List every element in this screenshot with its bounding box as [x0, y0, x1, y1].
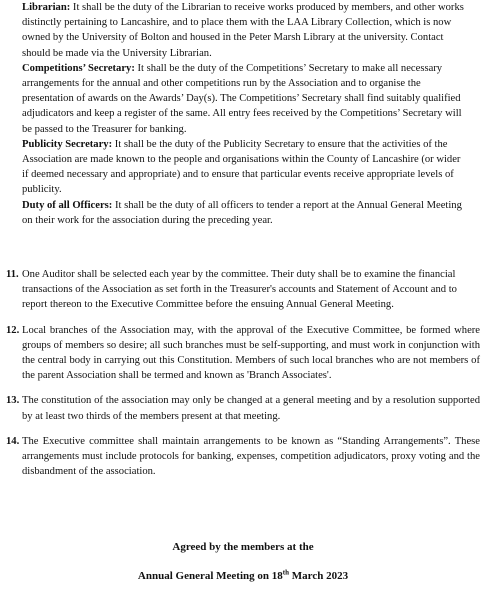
agreed-date-suffix: March 2023 — [289, 570, 349, 582]
clause-text: The Executive committee shall maintain arrangements to be known as “Standing Arrangements”. These arrangements must include protocols for banking, expenses, competition adjudicators, proxy voting and the disbandment of the association. — [22, 435, 480, 478]
agreed-date-prefix: Annual General Meeting on 18 — [137, 570, 283, 582]
clause-14 — [6, 434, 480, 480]
clause-text: The constitution of the association may only be changed at a general meeting and by a resolution supported by at least two thirds of the members present at that meeting. — [22, 395, 480, 422]
clause-number: 14. — [6, 435, 20, 447]
ordinal-suffix: th — [282, 568, 289, 577]
clause-11 — [6, 267, 480, 313]
duty-publicity-secretary — [22, 137, 468, 198]
duty-librarian — [22, 0, 468, 61]
clause-number: 12. — [6, 324, 20, 336]
agreed-line-1: Agreed by the members at the — [172, 541, 314, 553]
duty-title: Competitions’ Secretary: — [22, 62, 135, 74]
duty-text: It shall be the duty of the Competitions’ Secretary to make all necessary arrangements for the annual and other competitions run by the Association and to organise the presentation of awards on the Awards’ Day(s). The Competitions’ Secretary shall find suitably qualified adjudicators and keep a register of the same. All entry fees received by the Competitions’ Secretary will be passed to the Treasurer for banking. — [22, 62, 462, 135]
duty-text: It shall be the duty of the Librarian to receive works produced by members, and other works distinctly pertaining to Lancashire, and to place them with the LAA Library Collection, which is now owned by the University of Bolton and housed in the Peter Marsh Library at the university. Contact should be made via the University Librarian. — [22, 2, 464, 59]
duty-competitions-secretary — [22, 61, 468, 137]
duty-all-officers — [22, 198, 468, 228]
agreed-line-2 — [0, 569, 486, 584]
numbered-clauses — [6, 267, 480, 489]
duty-title: Duty of all Officers: — [22, 199, 113, 211]
officer-duties-section — [22, 0, 468, 228]
duty-title: Publicity Secretary: — [22, 138, 113, 150]
duty-text: It shall be the duty of all officers to tender a report at the Annual General Meeting on their work for the association during the preceding year. — [22, 199, 462, 226]
duty-title: Librarian: — [22, 2, 71, 13]
clause-13 — [6, 393, 480, 423]
clause-number: 13. — [6, 395, 20, 407]
duty-text: It shall be the duty of the Publicity Secretary to ensure that the activities of the Association are made known to the people and organisations within the County of Lancashire (or wider if deemed necessary and appropriate) and to ensure that particular events receive appropriate levels of publicity. — [22, 138, 461, 196]
clause-text: One Auditor shall be selected each year by the committee. Their duty shall be to examine the financial transactions of the Association as set forth in the Treasurer's accounts and Statement of Account and to report thereon to the Executive Committee before the ensuing Annual General Meeting. — [22, 269, 457, 311]
clause-text: Local branches of the Association may, with the approval of the Executive Committee, be formed where groups of members so desire; all such branches must be self-supporting, and must work in conjunction with the central body in carrying out this Constitution. Members of such local branches who are not members of the parent Association shall be termed and known as 'Branch Associates'. — [22, 324, 480, 382]
clause-12 — [6, 323, 480, 384]
clause-number: 11. — [6, 269, 19, 280]
